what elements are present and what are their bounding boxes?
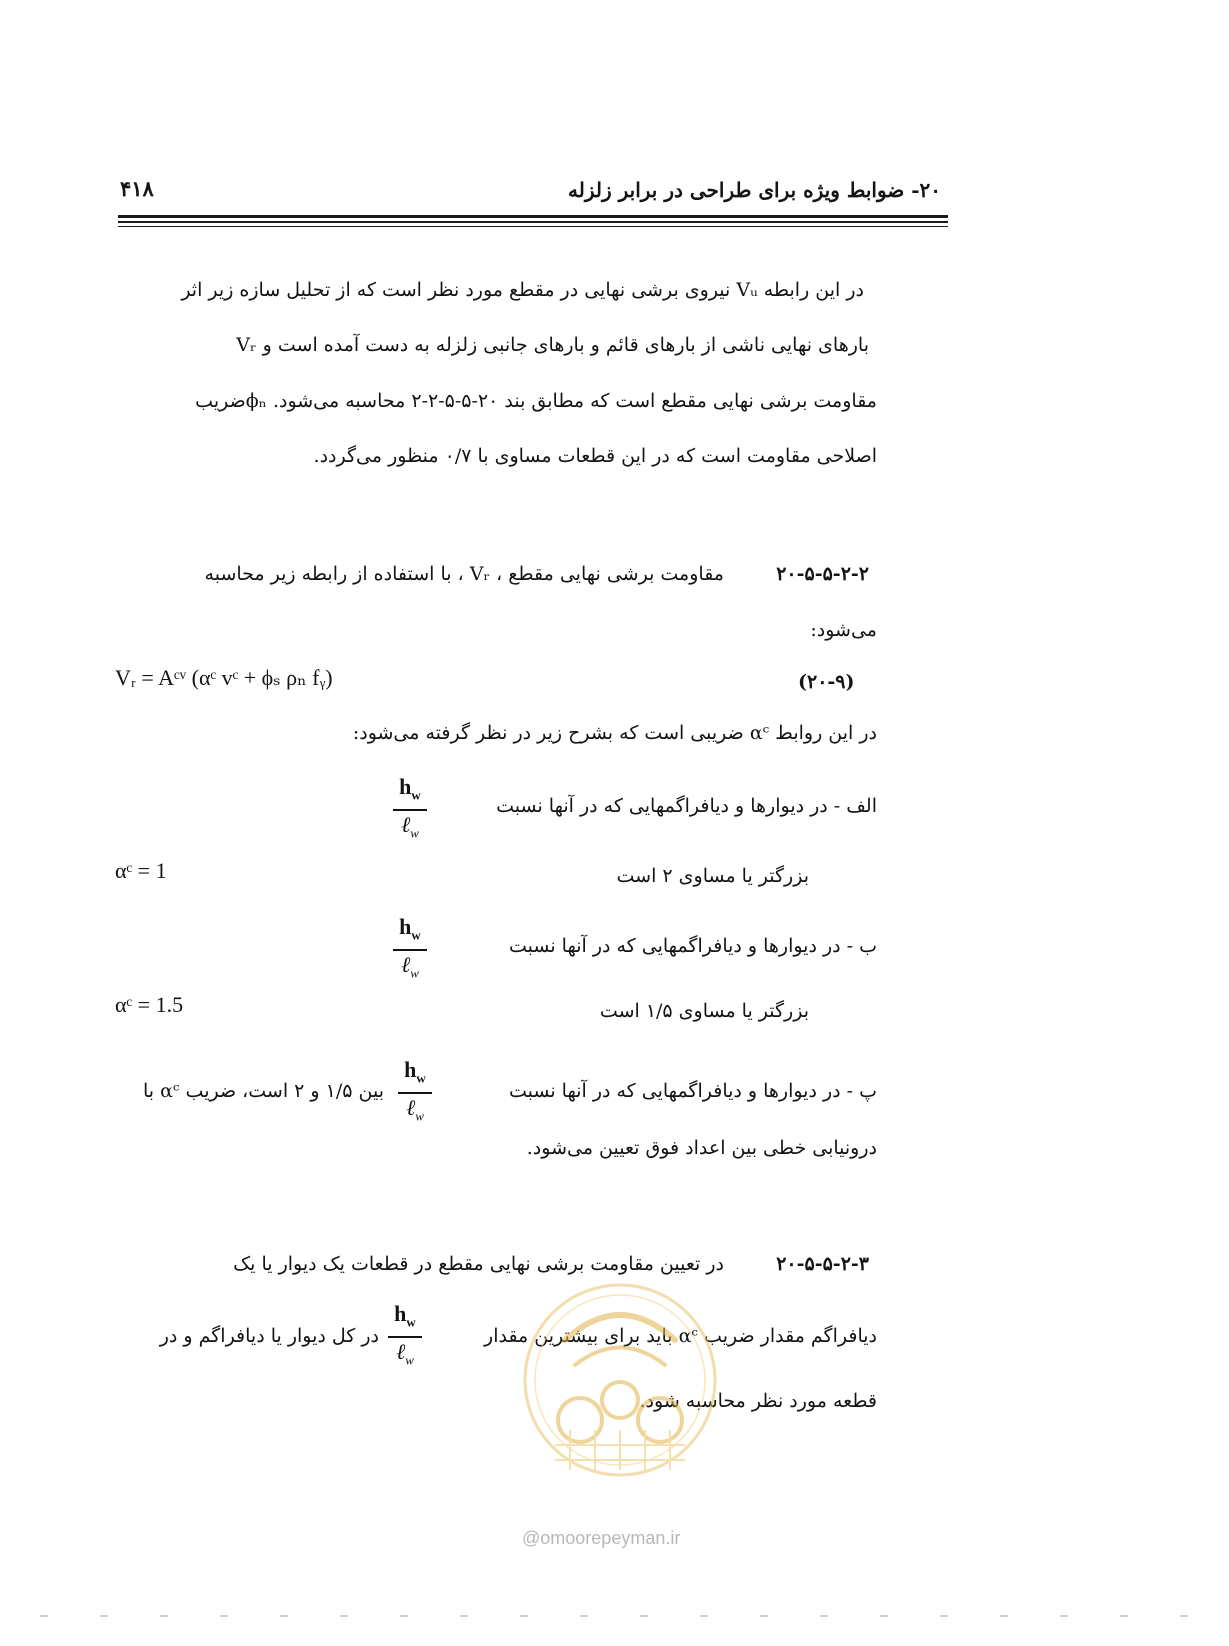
case-a-line1: الف - در دیوارها و دیافراگمهایی که در آنها نسبت: [496, 795, 877, 817]
case-b-line1: ب - در دیوارها و دیافراگمهایی که در آنها نسبت: [509, 935, 877, 957]
section3-line2-end: در کل دیوار یا دیافراگم و در: [159, 1325, 379, 1347]
hw-over-lw-fraction: [388, 1302, 422, 1372]
watermark-site: @omoorepeyman.ir: [522, 1528, 681, 1548]
section2-line1: مقاومت برشی نهایی مقطع ، Vᵣ ، با استفاده از رابطه زیر محاسبه: [204, 563, 724, 585]
para1-line2: بارهای نهایی ناشی از بارهای قائم و بارهای جانبی زلزله به دست آمده است و Vᵣ: [236, 334, 869, 356]
header-rule: [118, 221, 948, 223]
fraction-bar: [393, 809, 427, 811]
fraction-numerator: $h_w$: [394, 1301, 416, 1330]
header-rule: [118, 226, 948, 227]
fraction-denominator: ℓ$_w$: [396, 1338, 414, 1368]
fraction-denominator: ℓ$_w$: [406, 1094, 424, 1124]
case-p-line1-end: بین ۱/۵ و ۲ است، ضریب αᶜ با: [142, 1080, 384, 1102]
section3-number: ۲۰-۵-۵-۲-۳: [776, 1253, 869, 1275]
case-a-line2: بزرگتر یا مساوی ۲ است: [616, 865, 809, 887]
equation-number: (۲۰-۹): [798, 671, 855, 693]
case-b-value: αᶜ = 1.5: [115, 992, 184, 1017]
equation-formula: Vᵣ = Aᶜᵛ (αᶜ vᶜ + ϕₛ ρₙ fᵧ): [115, 665, 333, 690]
case-p-line2: درونیابی خطی بین اعداد فوق تعیین می‌شود.: [526, 1137, 877, 1159]
case-p-line1-start: پ - در دیوارها و دیافراگمهایی که در آنها نسبت: [509, 1080, 877, 1102]
scan-artifact-line: [40, 1615, 1190, 1617]
hw-over-lw-fraction: [393, 775, 427, 845]
header-rule: [118, 215, 948, 218]
fraction-numerator: $h_w$: [399, 774, 421, 803]
chapter-title: ۲۰- ضوابط ویژه برای طراحی در برابر زلزله: [568, 178, 941, 202]
fraction-bar: [398, 1092, 432, 1094]
hw-over-lw-fraction: [393, 915, 427, 985]
case-a-value: αᶜ = 1: [115, 858, 167, 883]
section2-number: ۲۰-۵-۵-۲-۲: [776, 563, 869, 585]
page-number: ۴۱۸: [120, 176, 154, 201]
fraction-bar: [388, 1336, 422, 1338]
fraction-denominator: ℓ$_w$: [401, 811, 419, 841]
section3-line3: قطعه مورد نظر محاسبه شود.: [639, 1390, 877, 1412]
fraction-numerator: $h_w$: [404, 1057, 426, 1086]
section2-line2: می‌شود:: [810, 619, 877, 641]
case-b-line2: بزرگتر یا مساوی ۱/۵ است: [599, 1000, 809, 1022]
fraction-denominator: ℓ$_w$: [401, 951, 419, 981]
fraction-numerator: $h_w$: [399, 914, 421, 943]
para1-line1: در این رابطه Vᵤ نیروی برشی نهایی در مقطع مورد نظر است که از تحلیل سازه زیر اثر: [181, 279, 864, 301]
hw-over-lw-fraction: [398, 1058, 432, 1128]
fraction-bar: [393, 949, 427, 951]
alpha-intro: در این روابط αᶜ ضریبی است که بشرح زیر در نظر گرفته می‌شود:: [352, 722, 877, 744]
para1-line3: مقاومت برشی نهایی مقطع است که مطابق بند ۲۰-۵-۵-۲-۲ محاسبه می‌شود. ϕₙضریب: [195, 390, 877, 412]
para1-line4: اصلاحی مقاومت است که در این قطعات مساوی با ۰/۷ منظور می‌گردد.: [313, 445, 877, 467]
watermark-seal-logo: [515, 1270, 725, 1510]
section3-line1: در تعیین مقاومت برشی نهایی مقطع در قطعات یک دیوار یا یک: [233, 1253, 724, 1275]
section3-line2-start: دیافراگم مقدار ضریب αᶜ باید برای بیشترین مقدار: [484, 1325, 877, 1347]
